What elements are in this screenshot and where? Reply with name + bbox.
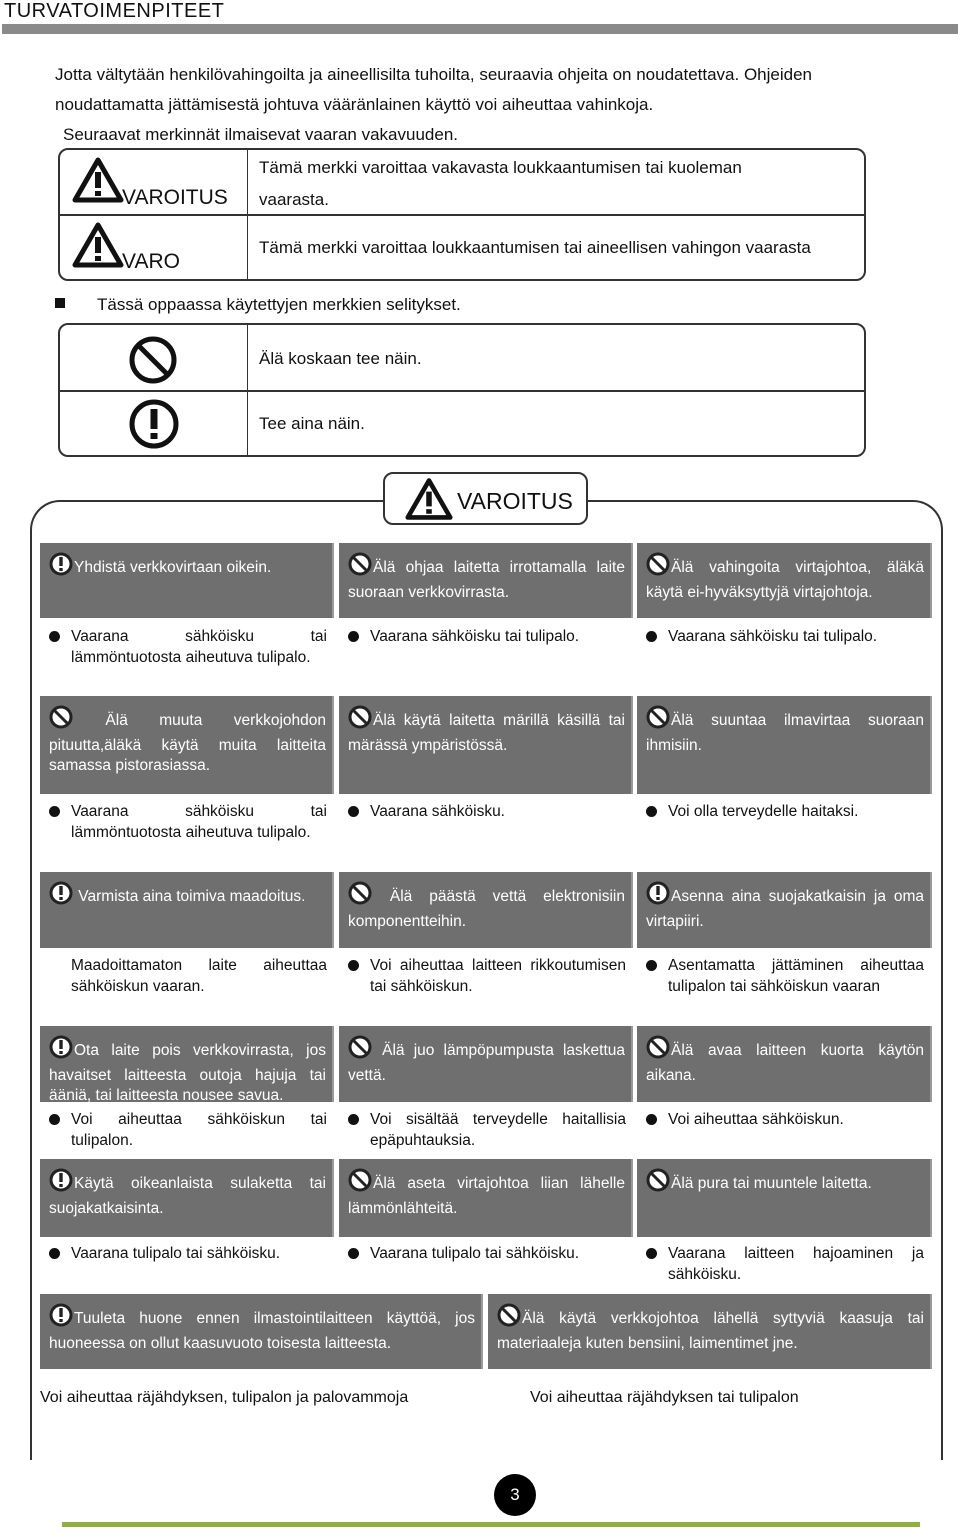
severity-row-varoitus [60,150,864,216]
consequence-bullet [646,627,924,648]
consequence-bullet [49,627,327,668]
safety-card [40,1026,334,1102]
prohibited-icon [348,881,372,912]
consequence-text: Vaarana sähköisku tai lämmöntuotosta aiheutuva tulipalo. [71,628,327,666]
severity-desc: vaarasta. [259,190,329,209]
bullet-dot-icon [646,1248,657,1259]
card-edge [930,696,932,794]
consequence-bullet [49,956,327,997]
severity-desc: Tämä merkki varoittaa vakavasta loukkaantumisen tai kuoleman [259,158,742,177]
prohibited-icon [646,1035,670,1066]
safety-card [637,1159,932,1237]
intro-line: Jotta vältytään henkilövahingoilta ja aineellisilta tuhoilta, seuraavia ohjeita on noudatettava. Ohjeiden [55,65,813,84]
prohibited-icon [646,1168,670,1199]
legend-row-mandatory [60,392,864,455]
consequence-text: Vaarana tulipalo tai sähköisku. [71,1245,281,1262]
card-edge [631,872,633,948]
consequence-bullet [646,802,924,823]
consequence-bullet [348,1244,626,1265]
divider [247,392,248,455]
safety-card [637,872,932,948]
prohibited-icon [348,1168,372,1199]
consequence-text: Vaarana sähköisku tai tulipalo. [668,628,878,645]
card-text: Älä suuntaa ilmavirtaa suoraan ihmisiin. [646,712,924,754]
legend-table [58,323,866,457]
card-text: Älä muuta verkkojohdon pituutta,äläkä käytä muita laitteita samassa pistorasiassa. [49,712,326,774]
consequence-text: Voi olla terveydelle haitaksi. [668,803,859,820]
consequence-text: Vaarana sähköisku tai tulipalo. [370,628,580,645]
warning-triangle-icon [72,157,124,203]
bullet-dot-icon [49,631,60,642]
safety-card [339,1159,633,1237]
card-edge [481,1294,483,1369]
header-bar [2,24,958,34]
safety-card [40,543,334,618]
legend-text: Älä koskaan tee näin. [259,349,422,368]
legend-row-prohibited [60,325,864,392]
safety-card [637,696,932,794]
prohibited-icon [348,552,372,583]
card-text: Älä pura tai muuntele laitetta. [671,1175,872,1192]
card-edge [332,872,334,948]
mandatory-icon [49,1168,73,1199]
card-edge [631,1026,633,1102]
safety-card [339,696,633,794]
safety-card [339,872,633,948]
card-text: Varmista aina toimiva maadoitus. [74,888,306,905]
consequence-bullet [49,1110,327,1151]
mandatory-icon [49,552,73,583]
consequence-text: Vaarana laitteen hajoaminen ja sähköisku. [668,1245,924,1283]
prohibited-icon [348,705,372,736]
mandatory-icon [49,1303,73,1334]
consequence-text: Voi aiheuttaa sähköiskun tai tulipalon. [71,1111,327,1149]
card-text: Älä päästä vettä elektronisiin komponentteihin. [348,888,625,930]
bullet-dot-icon [646,960,657,971]
footer-bar [62,1522,920,1527]
safety-card [339,1026,633,1102]
prohibited-icon [128,335,178,385]
card-edge [930,1159,932,1237]
card-edge [930,872,932,948]
consequence-bullet [646,1244,924,1285]
consequence-bullet [49,1244,327,1265]
card-text: Käytä oikeanlaista sulaketta tai suojakatkaisinta. [49,1175,326,1217]
bullet-dot-icon [348,960,359,971]
card-edge [930,1026,932,1102]
bullet-dot-icon [348,806,359,817]
consequence-bullet [49,802,327,843]
severity-label: VAROITUS [122,186,228,209]
bullet-dot-icon [646,806,657,817]
safety-card [40,696,334,794]
card-text: Älä ohjaa laitetta irrottamalla laite suoraan verkkovirrasta. [348,559,625,601]
bullet-dot-icon [646,1114,657,1125]
consequence-bullet [348,802,626,823]
card-edge [631,543,633,618]
safety-card [40,872,334,948]
bullet-dot-icon [49,806,60,817]
consequence-text: Vaarana sähköisku tai lämmöntuotosta aiheutuva tulipalo. [71,803,327,841]
severity-label: VARO [122,250,180,273]
card-edge [332,1159,334,1237]
intro-line: noudattamatta jättämisestä johtuva vääränlainen käyttö voi aiheuttaa vahinkoja. [55,95,654,114]
safety-card [637,1026,932,1102]
card-edge [332,1026,334,1102]
consequence-bullet [646,956,924,997]
divider [247,216,248,279]
severity-table [58,148,866,281]
consequence-text: Voi aiheuttaa sähköiskun. [668,1111,844,1128]
mandatory-icon [646,881,670,912]
prohibited-icon [497,1303,521,1334]
card-text: Älä käytä verkkojohtoa lähellä syttyviä kaasuja tai materiaaleja kuten bensiini, laimentimet jne. [497,1310,924,1352]
card-text: Älä käytä laitetta märillä käsillä tai märässä ympäristössä. [348,712,625,754]
legend-text: Tee aina näin. [259,414,365,433]
bullet-dot-icon [348,631,359,642]
intro-paragraph [55,60,910,150]
safety-card [339,543,633,618]
consequence-bullet [348,627,626,648]
consequence-note: Voi aiheuttaa räjähdyksen, tulipalon ja palovammoja [40,1389,409,1406]
consequence-bullet [348,1110,626,1151]
square-bullet-icon [55,298,65,308]
card-text: Tuuleta huone ennen ilmastointilaitteen käyttöä, jos huoneessa on ollut kaasuvuoto toisesta laitteesta. [49,1310,475,1352]
mandatory-icon [128,398,180,450]
warning-section-title [383,472,588,525]
bullet-dot-icon [646,631,657,642]
consequence-text: Voi sisältää terveydelle haitallisia epäpuhtauksia. [370,1111,626,1149]
card-edge [930,1294,932,1369]
bullet-dot-icon [49,1114,60,1125]
bullet-dot-icon [49,1248,60,1259]
prohibited-icon [348,1035,372,1066]
card-edge [631,696,633,794]
divider [247,325,248,390]
legend-heading-text: Tässä oppaassa käytettyjen merkkien selitykset. [97,295,461,314]
warning-triangle-icon [405,477,453,521]
mandatory-icon [49,1035,73,1066]
prohibited-icon [646,552,670,583]
safety-card [40,1159,334,1237]
card-edge [332,543,334,618]
card-text: Älä avaa laitteen kuorta käytön aikana. [646,1042,924,1084]
consequence-text: Maadoittamaton laite aiheuttaa sähköiskun vaaran. [71,957,327,995]
safety-card [637,543,932,618]
consequence-bullet [348,956,626,997]
intro-line: Seuraavat merkinnät ilmaisevat vaaran vakavuuden. [63,125,458,144]
severity-row-varo [60,216,864,279]
safety-card [488,1294,932,1369]
card-text: Ota laite pois verkkovirrasta, jos havaitset laitteesta outoja hajuja tai ääniä, tai laitteesta nousee savua. [49,1042,326,1104]
warning-section-title-text: VAROITUS [457,488,573,514]
card-edge [332,696,334,794]
prohibited-icon [646,705,670,736]
card-text: Yhdistä verkkovirtaan oikein. [74,559,272,576]
card-edge [631,1159,633,1237]
consequence-text: Vaarana tulipalo tai sähköisku. [370,1245,580,1262]
severity-desc: Tämä merkki varoittaa loukkaantumisen tai aineellisen vahingon vaarasta [259,238,811,257]
card-text: Älä juo lämpöpumpusta laskettua vettä. [348,1042,625,1084]
consequence-bullet [646,1110,924,1131]
page-number: 3 [494,1474,536,1516]
bullet-dot-icon [348,1114,359,1125]
card-text: Älä vahingoita virtajohtoa, äläkä käytä ei-hyväksyttyjä virtajohtoja. [646,559,924,601]
card-text: Älä aseta virtajohtoa liian lähelle lämmönlähteitä. [348,1175,625,1217]
consequence-note: Voi aiheuttaa räjähdyksen tai tulipalon [530,1389,799,1406]
safety-card [40,1294,483,1369]
consequence-text: Asentamatta jättäminen aiheuttaa tulipalon tai sähköiskun vaaran [668,957,924,995]
consequence-text: Vaarana sähköisku. [370,803,505,820]
prohibited-icon [49,705,73,736]
legend-heading [55,295,461,315]
warning-triangle-icon [72,222,124,268]
mandatory-icon [49,881,73,912]
card-edge [930,543,932,618]
consequence-text: Voi aiheuttaa laitteen rikkoutumisen tai sähköiskun. [370,957,626,995]
page-title: TURVATOIMENPITEET [4,0,225,22]
bullet-dot-icon [348,1248,359,1259]
card-text: Asenna aina suojakatkaisin ja oma virtapiiri. [646,888,924,930]
divider [247,150,248,214]
